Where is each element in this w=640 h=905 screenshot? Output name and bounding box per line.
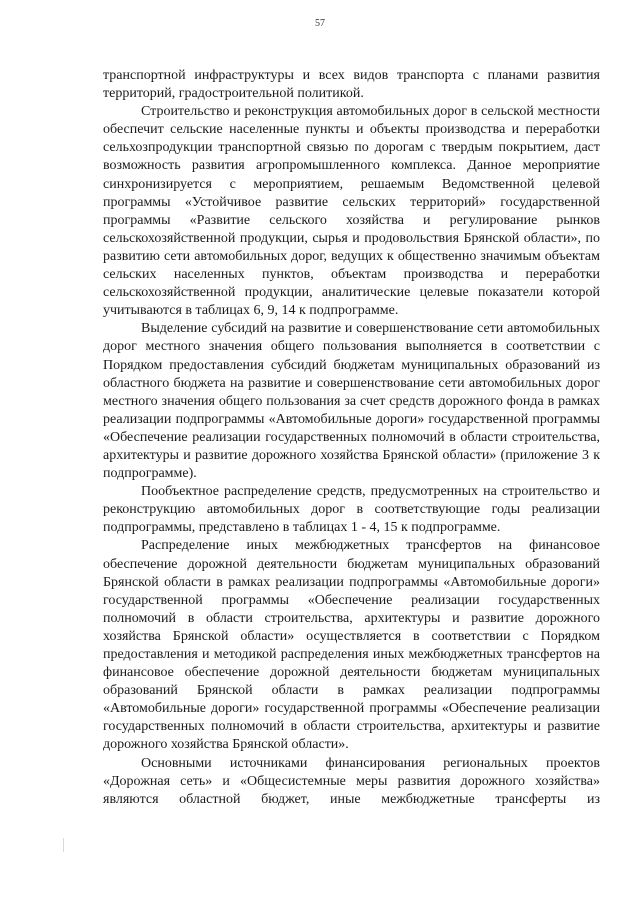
paragraph-object-distribution: Пообъектное распределение средств, предусмотренных на строительство и реконструкцию автомобильных дорог в соответствующие годы реализации подпрограммы, представлено в таблицах 1 - 4, 15 к подпрограмме. bbox=[103, 484, 600, 536]
paragraph-subsidies: Выделение субсидий на развитие и совершенствование сети автомобильных дорог местного значения общего пользования выполняется в соответствии с Порядком предоставления субсидий бюджетам муниципальных образований из областного бюджета на развитие и совершенствование сети автомобильных дорог местного значения общего пользования за счет средств дорожного фонда в рамках реализации подпрограммы «Автомобильные дороги» государственной программы «Обеспечение реализации государственных полномочий в области строительства, архитектуры и развитие дорожного хозяйства Брянской области» (приложение 3 к подпрограмме). bbox=[103, 321, 600, 482]
scan-mark bbox=[63, 838, 64, 852]
paragraph-continuation: транспортной инфраструктуры и всех видов транспорта с планами развития территорий, градостроительной политикой. bbox=[103, 68, 600, 102]
page-number: 57 bbox=[315, 18, 325, 29]
paragraph-funding-sources: Основными источниками финансирования региональных проектов «Дорожная сеть» и «Общесистемные меры развития дорожного хозяйства» являются областной бюджет, иные межбюджетные трансферты из bbox=[103, 755, 600, 807]
paragraph-rural-roads: Строительство и реконструкция автомобильных дорог в сельской местности обеспечит сельские населенные пункты и объекты производства и переработки сельхозпродукции транспортной связью по дорогам с твердым покрытием, даст возможность развития агропромышленного комплекса. Данное мероприятие синхронизируется с мероприятием, решаемым Ведомственной целевой программы «Устойчивое развитие сельских территорий» государственной программы «Развитие сельского хозяйства и регулирование рынков сельскохозяйственной продукции, сырья и продовольствия Брянской области», по развитию сети автомобильных дорог, ведущих к общественно значимым объектам сельских населенных пунктов, объектам производства и переработки сельскохозяйственной продукции, аналитические целевые показатели которой учитываются в таблицах 6, 9, 14 к подпрограмме. bbox=[103, 104, 600, 319]
body-text bbox=[103, 67, 600, 809]
paragraph-interbudget-transfers: Распределение иных межбюджетных трансфертов на финансовое обеспечение дорожной деятельности бюджетам муниципальных образований Брянской области в рамках реализации подпрограммы «Автомобильные дороги» государственной программы «Обеспечение реализации государственных полномочий в области строительства, архитектуры и развитие дорожного хозяйства Брянской области» осуществляется в соответствии с Порядком предоставления и методикой распределения иных межбюджетных трансфертов на финансовое обеспечение дорожной деятельности бюджетам муниципальных образований Брянской области в рамках реализации подпрограммы «Автомобильные дороги» государственной программы «Обеспечение реализации государственных полномочий в области строительства, архитектуры и развитие дорожного хозяйства Брянской области». bbox=[103, 538, 600, 753]
